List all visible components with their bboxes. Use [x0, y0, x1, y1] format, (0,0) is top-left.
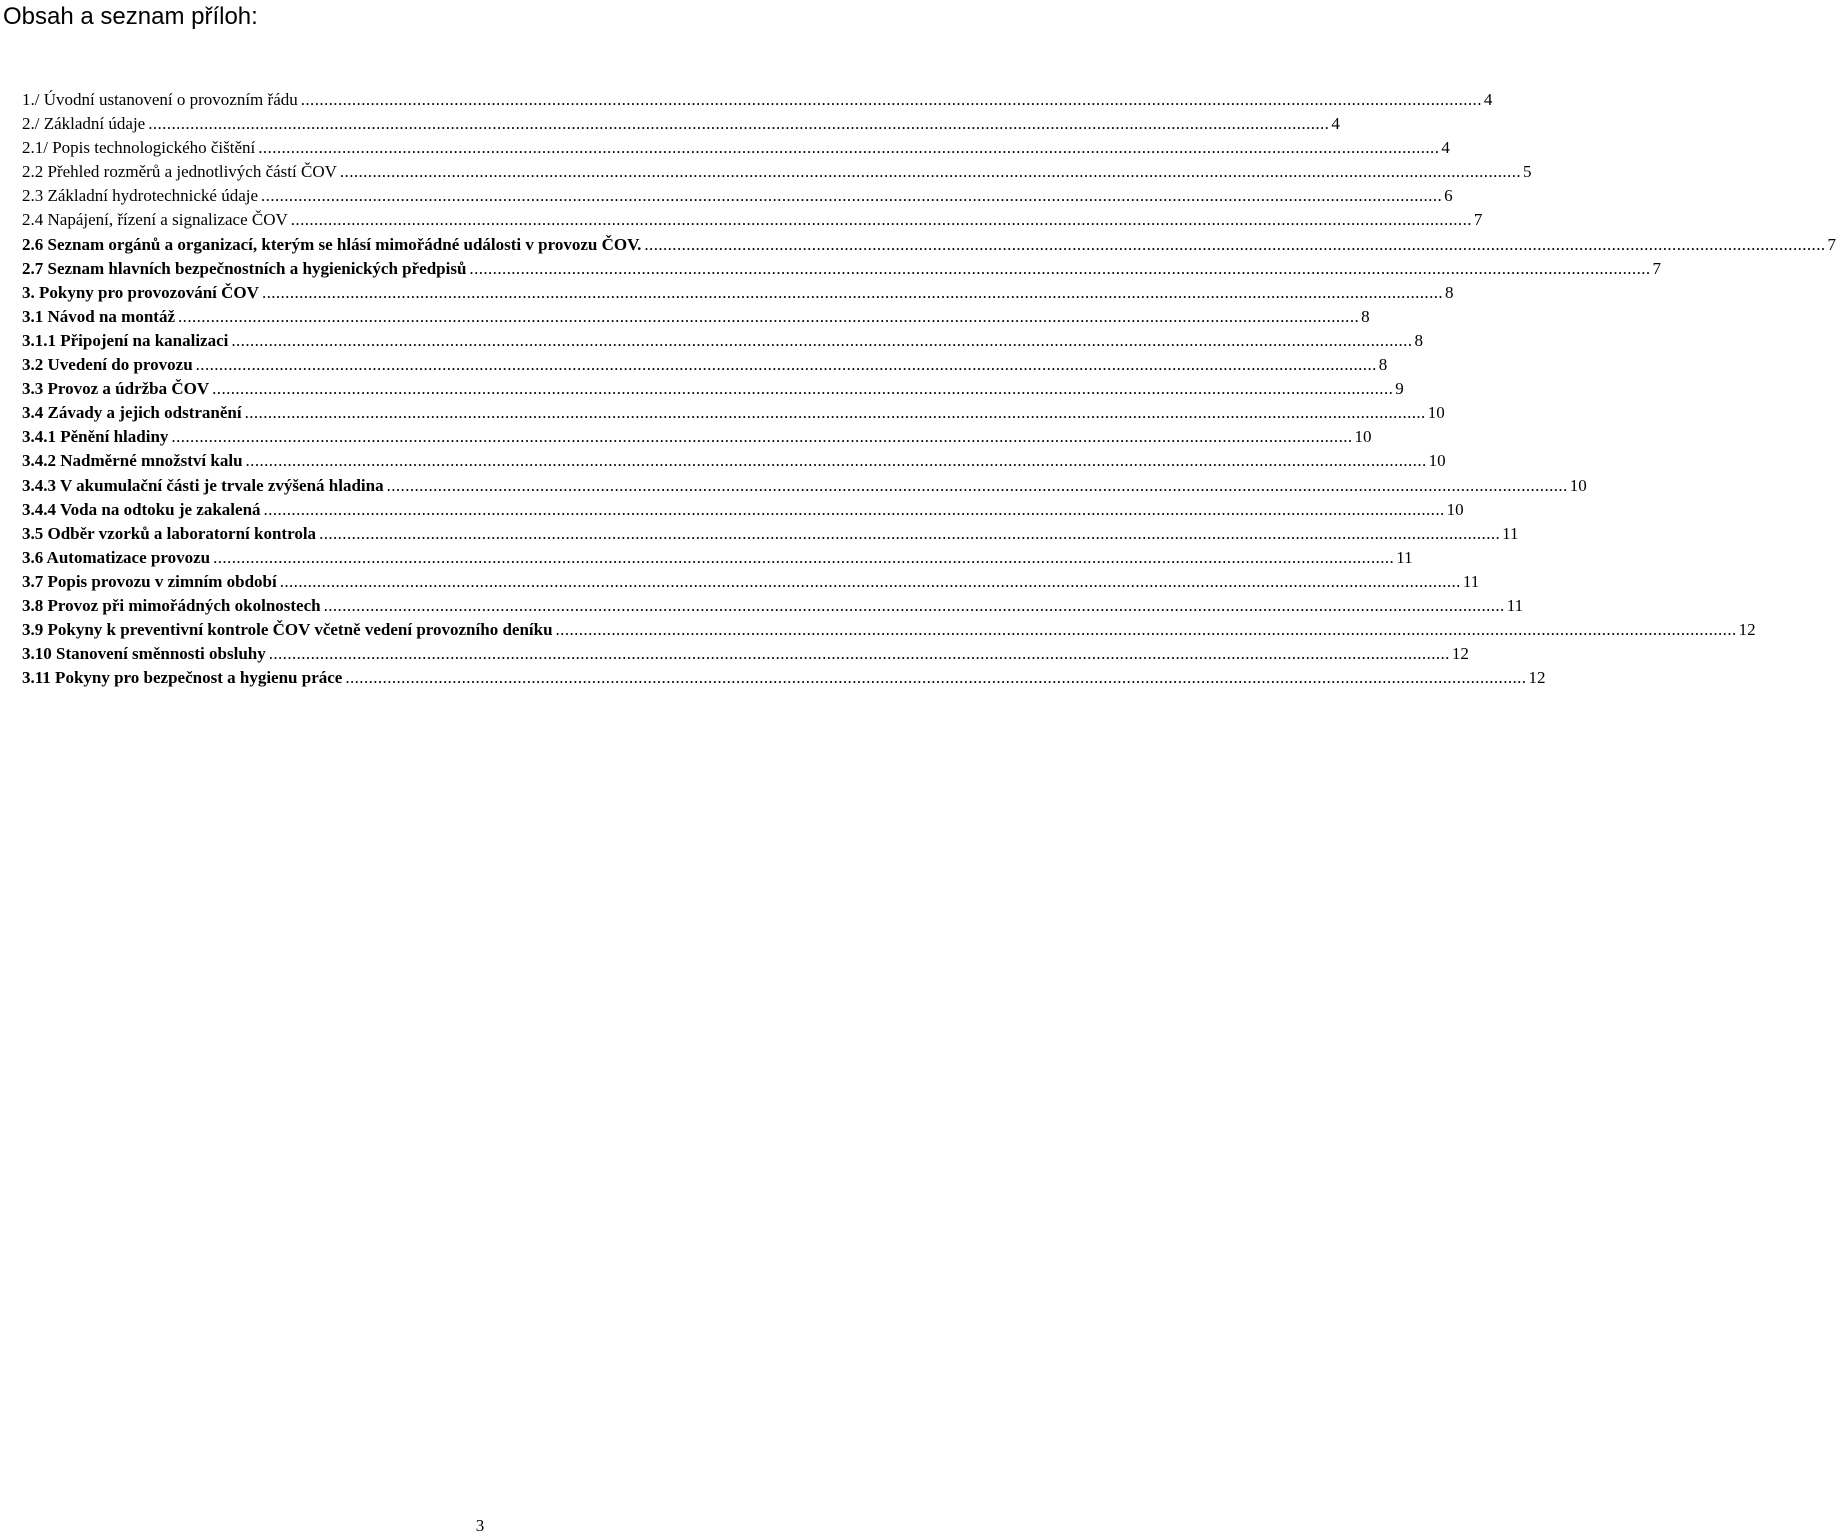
toc-entry-label: 3.11 Pokyny pro bezpečnost a hygienu práce: [22, 668, 343, 688]
toc-entry-label: 2.3 Základní hydrotechnické údaje: [22, 186, 259, 206]
toc-entry-label: 3.3 Provoz a údržba ČOV: [22, 379, 210, 399]
toc-leader-dots: [324, 594, 1505, 618]
toc-leader-dots: [319, 522, 1500, 546]
toc-entry[interactable]: [22, 184, 1453, 208]
toc-entry[interactable]: [22, 570, 1480, 594]
toc-entry-page: 12: [1451, 644, 1469, 664]
toc-entry-page: 10: [1446, 499, 1464, 519]
toc-entry[interactable]: [22, 136, 1450, 160]
toc-leader-dots: [148, 112, 1329, 136]
toc-leader-dots: [301, 88, 1482, 112]
toc-entry[interactable]: [22, 88, 1493, 112]
toc-entry-page: 6: [1444, 186, 1453, 206]
toc-leader-dots: [178, 305, 1359, 329]
toc-entry-label: 2.1/ Popis technologického čištění: [22, 138, 256, 158]
toc-entry[interactable]: [22, 353, 1388, 377]
toc-entry-label: 3.5 Odběr vzorků a laboratorní kontrola: [22, 523, 317, 543]
toc-leader-dots: [258, 136, 1439, 160]
toc-entry-page: 7: [1473, 210, 1483, 230]
toc-leader-dots: [644, 233, 1825, 257]
page-title: Obsah a seznam příloh:: [3, 3, 258, 30]
toc-entry[interactable]: [22, 425, 1372, 449]
toc-entry[interactable]: [22, 498, 1464, 522]
toc-entry-page: 8: [1378, 355, 1388, 375]
toc-entry[interactable]: [22, 401, 1445, 425]
toc-leader-dots: [387, 474, 1568, 498]
toc-entry-label: 3.9 Pokyny k preventivní kontrole ČOV včetně vedení provozního deníku: [22, 620, 553, 640]
toc-entry-label: 3.4.2 Nadměrné množství kalu: [22, 451, 243, 471]
toc-leader-dots: [231, 329, 1412, 353]
toc-entry[interactable]: [22, 281, 1454, 305]
toc-leader-dots: [264, 498, 1445, 522]
toc-entry-page: 11: [1462, 571, 1480, 591]
toc-leader-dots: [261, 184, 1442, 208]
toc-entry-page: 10: [1427, 403, 1445, 423]
toc-entry-label: 1./ Úvodní ustanovení o provozním řádu: [22, 90, 298, 109]
toc-entry[interactable]: [22, 522, 1519, 546]
toc-entry-page: 7: [1652, 258, 1662, 278]
toc-entry-page: 10: [1428, 451, 1446, 471]
toc-entry-label: 3. Pokyny pro provozování ČOV: [22, 282, 259, 302]
toc-leader-dots: [280, 570, 1461, 594]
toc-leader-dots: [246, 449, 1427, 473]
toc-entry-label: 2.6 Seznam orgánů a organizací, kterým se hlásí mimořádné události v provozu ČOV.: [22, 234, 642, 254]
toc-entry[interactable]: [22, 257, 1662, 281]
toc-entry-label: 3.4.1 Pěnění hladiny: [22, 427, 169, 447]
toc-entry-page: 8: [1361, 306, 1370, 326]
toc-leader-dots: [556, 618, 1737, 642]
toc-entry[interactable]: [22, 233, 1836, 257]
toc-leader-dots: [212, 377, 1393, 401]
toc-entry-label: 3.6 Automatizace provozu: [22, 547, 211, 567]
toc-entry[interactable]: [22, 546, 1413, 570]
toc-entry-page: 11: [1396, 547, 1413, 567]
toc-entry-page: 4: [1483, 90, 1493, 109]
toc-leader-dots: [196, 353, 1377, 377]
toc-entry-label: 3.7 Popis provozu v zimním období: [22, 571, 277, 591]
toc-entry[interactable]: [22, 449, 1446, 473]
toc-entry[interactable]: [22, 208, 1483, 232]
toc-entry[interactable]: [22, 618, 1756, 642]
toc-leader-dots: [345, 666, 1526, 690]
toc-entry-label: 3.2 Uvedení do provozu: [22, 355, 193, 375]
toc-entry[interactable]: [22, 666, 1546, 690]
toc-leader-dots: [171, 425, 1352, 449]
toc-entry-page: 11: [1506, 595, 1524, 615]
toc-entry-page: 9: [1395, 379, 1404, 399]
toc-entry-page: 8: [1414, 330, 1423, 350]
toc-leader-dots: [469, 257, 1650, 281]
toc-entry-label: 3.1 Návod na montáž: [22, 306, 176, 326]
toc-entry-label: 3.8 Provoz při mimořádných okolnostech: [22, 595, 321, 615]
toc-entry[interactable]: [22, 377, 1404, 401]
page-number: 3: [475, 1516, 485, 1535]
toc-entry[interactable]: [22, 594, 1524, 618]
toc-entry-label: 2./ Základní údaje: [22, 114, 146, 134]
toc-entry-label: 2.7 Seznam hlavních bezpečnostních a hygienických předpisů: [22, 258, 467, 278]
table-of-contents: [22, 88, 1836, 690]
toc-entry-label: 3.4.3 V akumulační části je trvale zvýšená hladina: [22, 475, 384, 495]
toc-leader-dots: [340, 160, 1521, 184]
toc-entry-label: 2.4 Napájení, řízení a signalizace ČOV: [22, 210, 288, 230]
toc-entry-label: 3.4 Závady a jejich odstranění: [22, 403, 242, 423]
toc-entry-page: 4: [1441, 138, 1450, 158]
toc-entry[interactable]: [22, 642, 1469, 666]
toc-entry-page: 10: [1569, 475, 1587, 495]
toc-entry[interactable]: [22, 329, 1423, 353]
toc-entry-page: 10: [1354, 427, 1372, 447]
toc-entry-page: 8: [1445, 282, 1454, 302]
toc-leader-dots: [245, 401, 1426, 425]
toc-leader-dots: [262, 281, 1443, 305]
toc-leader-dots: [291, 208, 1472, 232]
toc-entry-page: 11: [1502, 523, 1519, 543]
toc-entry-page: 12: [1528, 668, 1546, 688]
toc-entry-label: 2.2 Přehled rozměrů a jednotlivých částí ČOV: [22, 162, 337, 182]
toc-entry-label: 3.10 Stanovení směnnosti obsluhy: [22, 644, 266, 664]
toc-leader-dots: [213, 546, 1394, 570]
toc-leader-dots: [269, 642, 1450, 666]
toc-entry[interactable]: [22, 305, 1370, 329]
toc-entry-page: 12: [1738, 620, 1756, 640]
toc-entry[interactable]: [22, 112, 1340, 136]
toc-entry-page: 5: [1523, 162, 1532, 182]
toc-entry[interactable]: [22, 160, 1532, 184]
toc-entry-label: 3.4.4 Voda na odtoku je zakalená: [22, 499, 261, 519]
toc-entry-page: 7: [1827, 234, 1836, 254]
toc-entry-label: 3.1.1 Připojení na kanalizaci: [22, 330, 229, 350]
toc-entry[interactable]: [22, 474, 1587, 498]
toc-entry-page: 4: [1331, 114, 1340, 134]
